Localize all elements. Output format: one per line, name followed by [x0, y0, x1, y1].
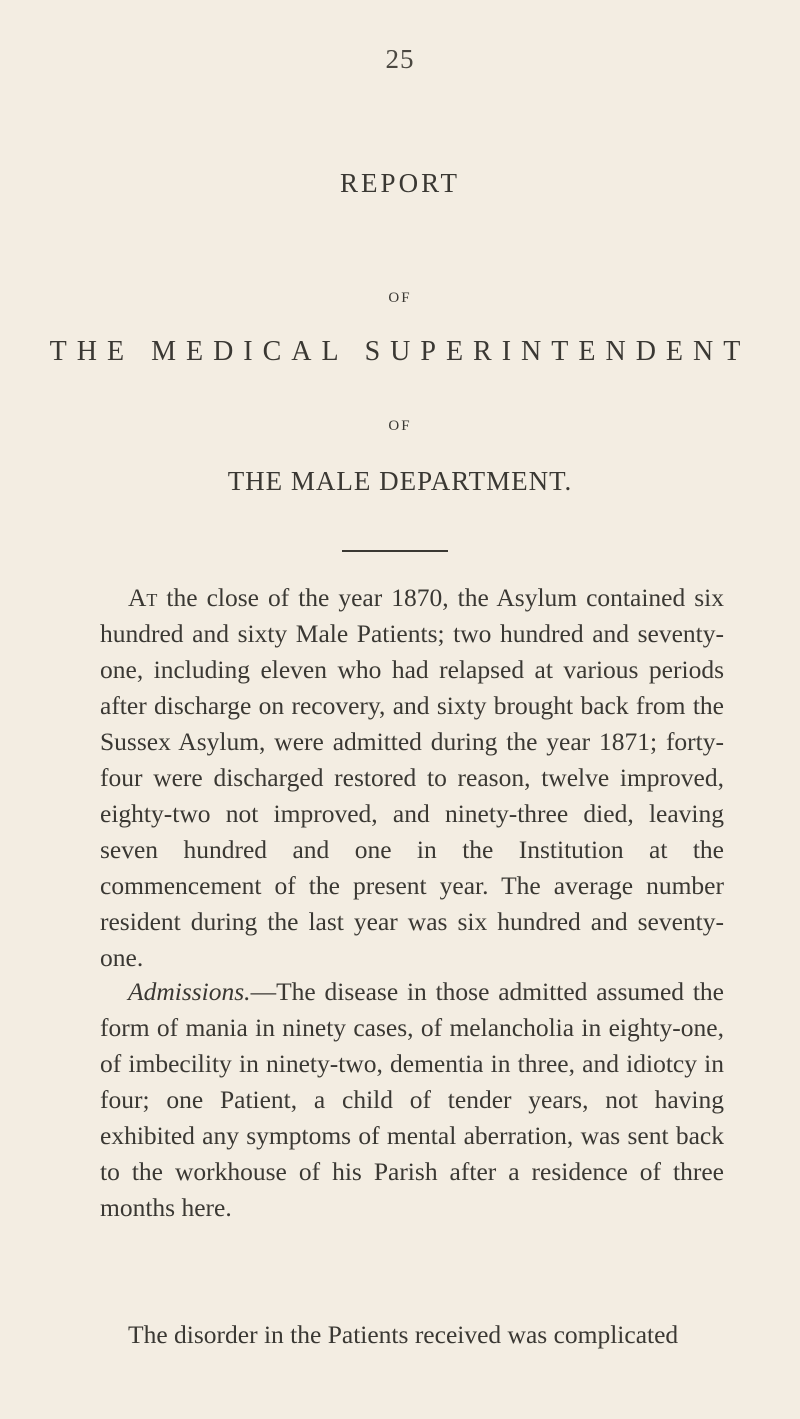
paragraph-1-lead: At — [128, 583, 158, 612]
page-number: 25 — [385, 44, 415, 74]
heading-report: REPORT — [340, 168, 460, 198]
paragraph-2 — [100, 974, 724, 1226]
paragraph-3 — [100, 1317, 724, 1353]
paragraph-1 — [100, 580, 724, 976]
heading-medical-superintendent: THE MEDICAL SUPERINTENDENT — [49, 336, 751, 367]
paragraph-2-text: —The disease in those admitted assumed the form of mania in ninety cases, of melancholia in eighty-one, of imbecility in ninety-two, dementia in three, and idiotcy in four; one Patient, a child of tender years, not having exhibited any symptoms of mental aberration, was sent back to the workhouse of his Parish after a residence of three months here. — [100, 977, 724, 1222]
paragraph-1-text: the close of the year 1870, the Asylum contained six hundred and sixty Male Patients; two hundred and seventy-one, including eleven who had relapsed at various periods after discharge on recovery, and sixty brought back from the Sussex Asylum, were admitted during the year 1871; forty-four were discharged restored to reason, twelve improved, eighty-two not improved, and ninety-three died, leaving seven hundred and one in the Institution at the commencement of the present year. The average number resident during the last year was six hundred and seventy-one. — [100, 583, 724, 972]
heading-of-1: OF — [388, 290, 412, 306]
paragraph-2-lead: Admissions. — [128, 977, 251, 1006]
heading-of-2: OF — [388, 418, 412, 434]
heading-male-department: THE MALE DEPARTMENT. — [227, 466, 573, 496]
paragraph-3-text: The disorder in the Patients received was complicated — [128, 1320, 679, 1349]
section-divider — [342, 550, 448, 552]
